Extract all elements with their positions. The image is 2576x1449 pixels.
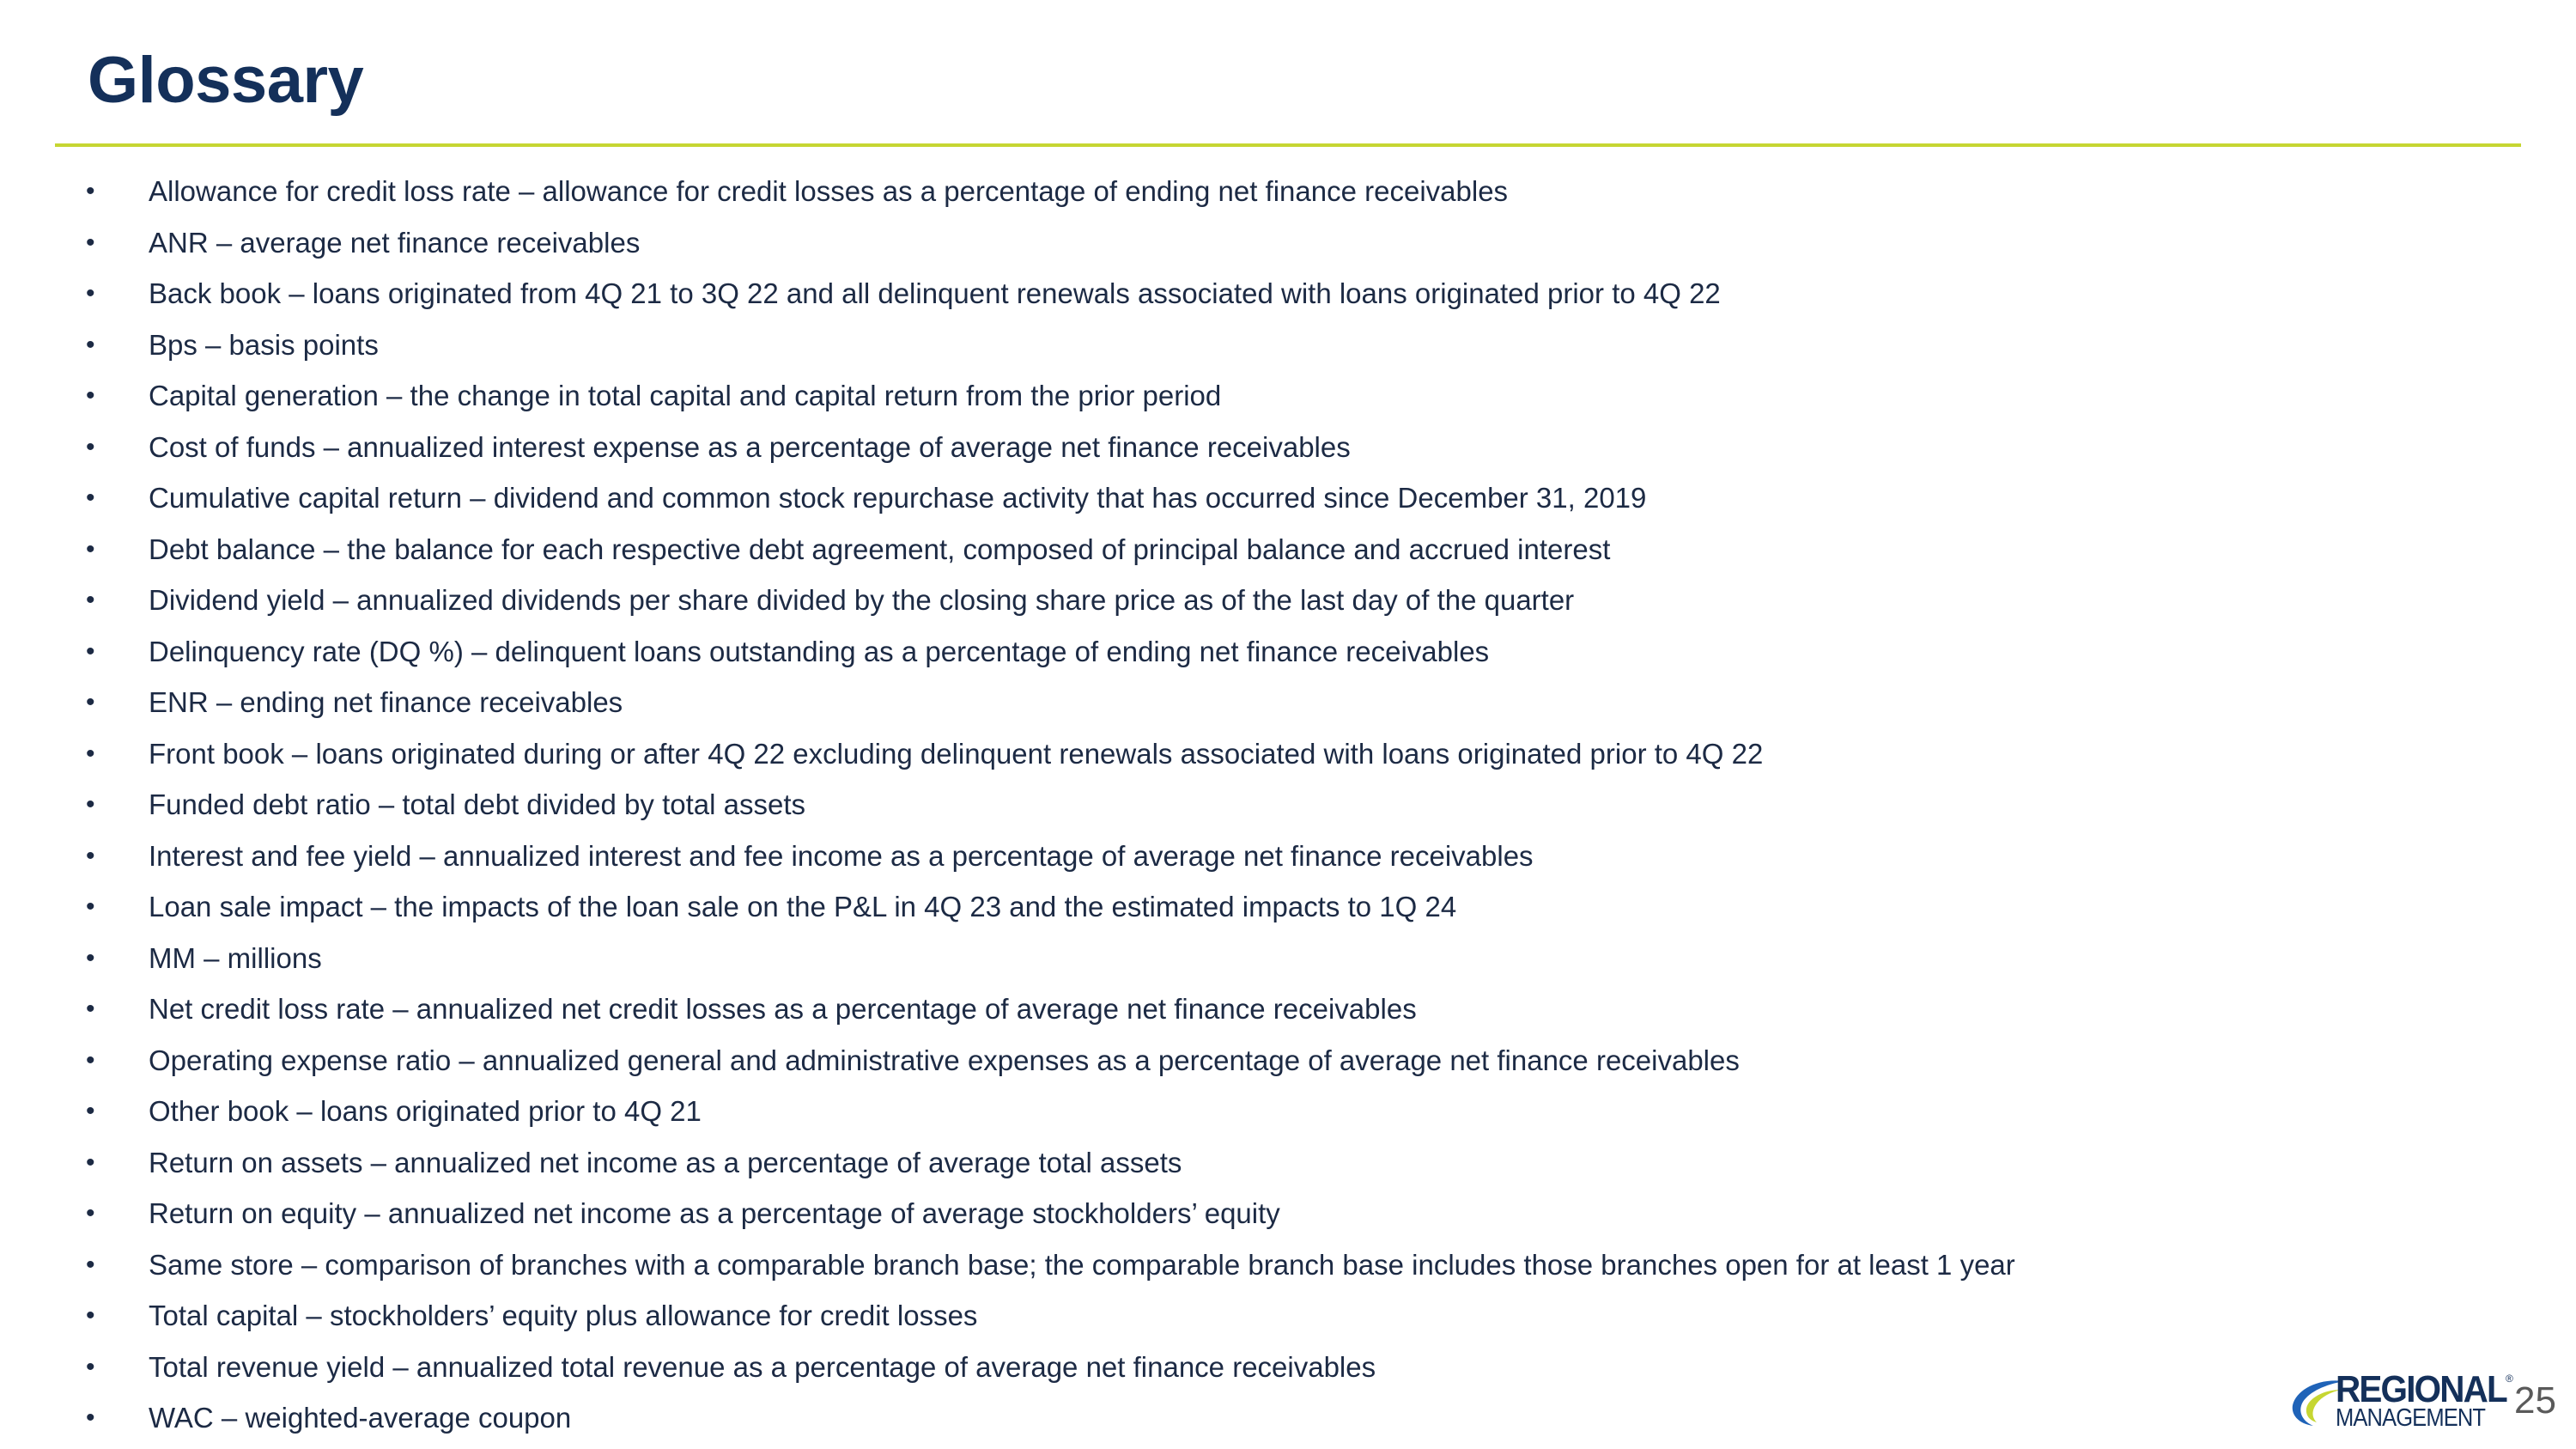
bullet-icon: • [86, 484, 95, 512]
glossary-item-text: Cost of funds – annualized interest expense as a percentage of average net finance receivables [149, 430, 1351, 463]
bullet-icon: • [86, 330, 95, 359]
bullet-icon: • [86, 739, 95, 768]
glossary-item-text: Delinquency rate (DQ %) – delinquent loans outstanding as a percentage of ending net finance receivables [149, 635, 1490, 667]
glossary-item-text: Return on equity – annualized net income as a percentage of average stockholders’ equity [149, 1197, 1280, 1229]
bullet-icon: • [86, 636, 95, 666]
glossary-item-text: Return on assets – annualized net income as a percentage of average total assets [149, 1146, 1182, 1178]
glossary-item-text: Bps – basis points [149, 328, 379, 361]
logo-wordmark-management: MANAGEMENT [2336, 1404, 2486, 1432]
bullet-icon: • [86, 1199, 95, 1227]
bullet-icon: • [86, 381, 95, 410]
glossary-item-text: Dividend yield – annualized dividends per share divided by the closing share price as of the last day of the quarter [149, 584, 1575, 616]
bullet-icon: • [86, 1352, 95, 1381]
glossary-item-text: Cumulative capital return – dividend and common stock repurchase activity that has occurred since December 31, 2019 [149, 482, 1647, 514]
bullet-icon: • [86, 1403, 95, 1432]
glossary-item-text: Funded debt ratio – total debt divided by total assets [149, 788, 805, 820]
glossary-item-text: Total revenue yield – annualized total revenue as a percentage of average net finance receivables [149, 1350, 1376, 1383]
bullet-icon: • [86, 790, 95, 819]
bullet-icon: • [86, 228, 95, 257]
glossary-item-text: Allowance for credit loss rate – allowance for credit losses as a percentage of ending net finance receivables [149, 175, 1509, 207]
page-title: Glossary [88, 44, 364, 117]
registered-mark: ® [2506, 1373, 2513, 1385]
glossary-item-text: Same store – comparison of branches with a comparable branch base; the comparable branch base includes those branches open for at least 1 year [149, 1248, 2015, 1281]
bullet-icon: • [86, 995, 95, 1023]
bullet-icon: • [86, 1148, 95, 1177]
glossary-item-text: Loan sale impact – the impacts of the loan sale on the P&L in 4Q 23 and the estimated impacts to 1Q 24 [149, 891, 1457, 922]
bullet-icon: • [86, 279, 95, 307]
bullet-icon: • [86, 1045, 95, 1075]
bullet-icon: • [86, 586, 95, 614]
bullet-icon: • [86, 1097, 95, 1125]
title-divider [55, 143, 2521, 147]
glossary-item-text: Other book – loans originated prior to 4Q 21 [149, 1095, 702, 1127]
bullet-icon: • [86, 1250, 95, 1279]
bullet-icon: • [86, 943, 95, 972]
page-number: 25 [2514, 1379, 2556, 1422]
glossary-item-text: Debt balance – the balance for each respective debt agreement, composed of principal balance and accrued interest [149, 533, 1611, 565]
bullet-icon: • [86, 892, 95, 921]
bullet-icon: • [86, 841, 95, 870]
glossary-item-text: Front book – loans originated during or after 4Q 22 excluding delinquent renewals associated with loans originated prior to 4Q 22 [149, 737, 1764, 770]
bullet-icon: • [86, 432, 95, 461]
glossary-item-text: Capital generation – the change in total capital and capital return from the prior period [149, 380, 1222, 411]
glossary-item-text: Total capital – stockholders’ equity plus allowance for credit losses [149, 1300, 978, 1331]
logo-wordmark-regional: REGIONAL [2336, 1368, 2506, 1410]
glossary-item-text: WAC – weighted-average coupon [149, 1402, 572, 1434]
glossary-item-text: Interest and fee yield – annualized interest and fee income as a percentage of average net finance receivables [149, 839, 1534, 872]
glossary-item-text: ENR – ending net finance receivables [149, 686, 623, 718]
glossary-item-text: Operating expense ratio – annualized general and administrative expenses as a percentage of average net finance receivables [149, 1044, 1740, 1076]
glossary-item-text: ANR – average net finance receivables [149, 226, 641, 259]
glossary-item-text: Back book – loans originated from 4Q 21 to 3Q 22 and all delinquent renewals associated with loans originated prior to 4Q 22 [149, 277, 1721, 309]
glossary-item-text: Net credit loss rate – annualized net credit losses as a percentage of average net finance receivables [149, 993, 1417, 1025]
bullet-icon: • [86, 534, 95, 563]
company-logo [2287, 1368, 2513, 1432]
bullet-icon: • [86, 688, 95, 716]
glossary-item-text: MM – millions [149, 941, 322, 974]
bullet-icon: • [86, 177, 95, 205]
bullet-icon: • [86, 1301, 95, 1330]
